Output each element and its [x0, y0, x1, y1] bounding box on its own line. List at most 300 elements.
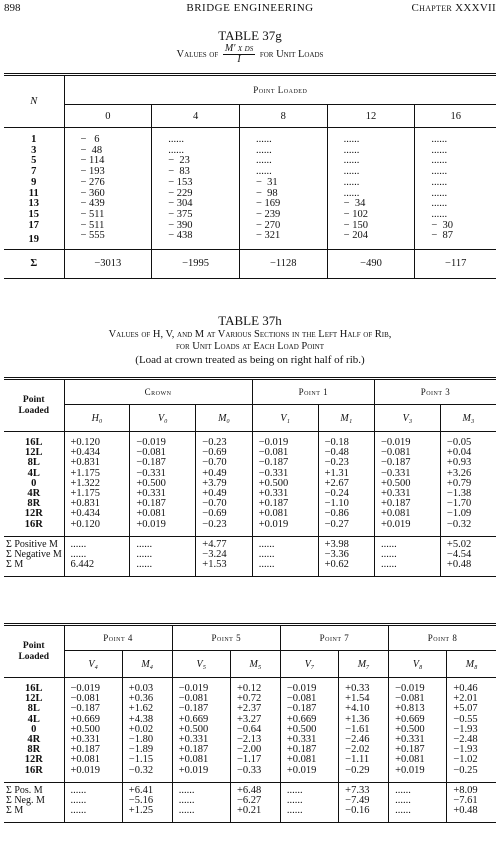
- table-cell: +4.38: [122, 715, 172, 725]
- table-cell: +0.500: [252, 479, 318, 489]
- group-header: Point 8: [389, 625, 496, 651]
- running-title: BRIDGE ENGINEERING: [186, 2, 314, 14]
- table-cell: −0.081: [252, 448, 318, 458]
- table-cell: +0.120: [64, 520, 130, 537]
- table-cell: − 83: [152, 167, 240, 178]
- row-label: 12R: [24, 508, 43, 520]
- table-cell: −0.081: [375, 448, 441, 458]
- table-cell: − 438: [152, 231, 240, 249]
- row-label: 7: [31, 166, 37, 178]
- sum-cell: ......: [64, 550, 130, 560]
- table-cell: ......: [415, 146, 496, 157]
- column-header: M₅: [230, 651, 280, 678]
- table-cell: ......: [327, 167, 415, 178]
- table-cell: +0.669: [389, 715, 447, 725]
- table-cell: − 30: [415, 221, 496, 232]
- table-cell: +1.322: [64, 479, 130, 489]
- table-cell: −0.64: [230, 725, 280, 735]
- table-cell: +0.434: [64, 448, 130, 458]
- table-cell: − 169: [239, 199, 327, 210]
- table-cell: ......: [152, 146, 240, 157]
- n-column-header: N: [4, 75, 64, 128]
- sum-cell: +6.41: [122, 782, 172, 796]
- sum-cell: ......: [172, 806, 230, 823]
- table-row: [4, 231, 496, 249]
- row-label: 12R: [24, 754, 43, 766]
- row-label: 11: [28, 187, 39, 199]
- table-row: [4, 210, 496, 221]
- sum-row: [4, 536, 496, 550]
- table-cell: − 153: [152, 178, 240, 189]
- sum-cell: ......: [375, 550, 441, 560]
- sum-cell: −7.49: [339, 796, 389, 806]
- table-cell: −0.331: [252, 469, 318, 479]
- table-cell: +0.434: [64, 509, 130, 519]
- group-header: Point 3: [375, 379, 496, 405]
- table-cell: +0.331: [64, 735, 122, 745]
- table-cell: −0.48: [318, 448, 374, 458]
- sum-cell: −1128: [239, 250, 327, 279]
- table-cell: +0.02: [122, 725, 172, 735]
- row-label: 16R: [24, 518, 43, 530]
- table-row: [4, 199, 496, 210]
- table-cell: −0.019: [280, 678, 338, 695]
- table-cell: − 276: [64, 178, 152, 189]
- table-row: [4, 146, 496, 157]
- table-cell: −2.02: [339, 745, 389, 755]
- column-header: V₁: [252, 405, 318, 432]
- fraction: [223, 44, 255, 65]
- point-column-header: 4: [152, 105, 240, 128]
- table-cell: +1.36: [339, 715, 389, 725]
- sum-cell: −3.36: [318, 550, 374, 560]
- table-g-title: TABLE 37g: [218, 28, 282, 43]
- sum-label: Σ Neg. M: [6, 795, 45, 807]
- point-loaded-header: Point Loaded: [4, 379, 64, 432]
- row-label: 0: [31, 477, 37, 489]
- table-h-part-2: [4, 623, 496, 823]
- table-cell: − 114: [64, 156, 152, 167]
- table-cell: +0.019: [130, 520, 196, 537]
- table-row: [4, 520, 496, 537]
- fraction-numerator: M′ x ds: [224, 43, 254, 55]
- table-cell: −0.05: [440, 432, 496, 449]
- table-cell: − 270: [239, 221, 327, 232]
- table-cell: ......: [415, 178, 496, 189]
- sum-cell: +4.77: [196, 536, 252, 550]
- table-cell: +0.831: [64, 499, 130, 509]
- page-number: 898: [4, 2, 21, 14]
- table-cell: −0.70: [196, 499, 252, 509]
- table-cell: −0.187: [130, 458, 196, 468]
- sum-cell: −6.27: [230, 796, 280, 806]
- table-row: [4, 766, 496, 783]
- table-row: [4, 178, 496, 189]
- fraction-denominator: I: [237, 54, 241, 66]
- column-header: M₁: [318, 405, 374, 432]
- table-cell: ......: [415, 156, 496, 167]
- column-header-row: [4, 651, 496, 678]
- table-cell: ......: [239, 128, 327, 146]
- table-cell: ......: [239, 156, 327, 167]
- table-cell: +3.79: [196, 479, 252, 489]
- table-cell: −1.38: [440, 489, 496, 499]
- chapter-label: Chapter XXXVII: [411, 2, 496, 14]
- row-label: 9: [31, 176, 37, 188]
- table-cell: −0.081: [130, 448, 196, 458]
- table-cell: ......: [415, 210, 496, 221]
- sum-cell: ......: [252, 550, 318, 560]
- table-cell: +1.31: [318, 469, 374, 479]
- table-cell: −1.09: [440, 509, 496, 519]
- sum-cell: −1995: [152, 250, 240, 279]
- sum-cell: +0.48: [440, 560, 496, 577]
- table-cell: ......: [415, 189, 496, 200]
- table-row: [4, 156, 496, 167]
- table-cell: +0.081: [64, 755, 122, 765]
- row-label: 13: [28, 198, 39, 210]
- table-cell: +0.04: [440, 448, 496, 458]
- table-cell: +0.49: [196, 469, 252, 479]
- sum-label: Σ M: [6, 559, 24, 571]
- table-cell: +0.187: [130, 499, 196, 509]
- table-cell: −2.00: [230, 745, 280, 755]
- point-loaded-header: Point Loaded: [64, 75, 496, 105]
- table-cell: +0.669: [172, 715, 230, 725]
- sum-cell: ......: [130, 536, 196, 550]
- table-cell: −0.86: [318, 509, 374, 519]
- sum-cell: ......: [130, 560, 196, 577]
- table-g-subtitle-left: Values of: [176, 49, 219, 60]
- sum-cell: ......: [280, 796, 338, 806]
- table-cell: −0.081: [172, 694, 230, 704]
- table-cell: −2.46: [339, 735, 389, 745]
- sum-row: [4, 806, 496, 823]
- table-cell: −0.019: [64, 678, 122, 695]
- table-cell: −0.081: [280, 694, 338, 704]
- column-header: V₇: [280, 651, 338, 678]
- sum-cell: +0.21: [230, 806, 280, 823]
- table-cell: −2.48: [447, 735, 496, 745]
- row-label: 8L: [27, 703, 40, 715]
- table-cell: +0.187: [252, 499, 318, 509]
- table-cell: −0.27: [318, 520, 374, 537]
- column-header: V₅: [172, 651, 230, 678]
- table-cell: − 304: [152, 199, 240, 210]
- table-cell: +0.500: [130, 479, 196, 489]
- table-cell: +0.019: [280, 766, 338, 783]
- sum-label: Σ Negative M: [6, 549, 62, 561]
- sum-label: Σ: [4, 250, 64, 279]
- group-header: Point 5: [172, 625, 280, 651]
- table-cell: − 511: [64, 210, 152, 221]
- table-h-subtitle-1: Values of H, V, and M at Various Sections in the Left Half of Rib,: [108, 329, 392, 340]
- column-header: H₀: [64, 405, 130, 432]
- group-header: Point 7: [280, 625, 388, 651]
- table-cell: −0.019: [375, 432, 441, 449]
- table-cell: −0.32: [440, 520, 496, 537]
- table-cell: −0.69: [196, 448, 252, 458]
- row-label: 4R: [27, 488, 41, 500]
- table-cell: − 98: [239, 189, 327, 200]
- sum-cell: +3.98: [318, 536, 374, 550]
- table-cell: +3.26: [440, 469, 496, 479]
- table-cell: − 390: [152, 221, 240, 232]
- table-cell: −0.081: [64, 694, 122, 704]
- sum-cell: +1.25: [122, 806, 172, 823]
- table-cell: − 375: [152, 210, 240, 221]
- table-cell: −0.25: [447, 766, 496, 783]
- table-cell: ......: [239, 167, 327, 178]
- table-cell: −0.55: [447, 715, 496, 725]
- column-header-row: [4, 405, 496, 432]
- table-cell: +2.37: [230, 704, 280, 714]
- table-cell: −1.93: [447, 745, 496, 755]
- table-cell: ......: [327, 128, 415, 146]
- sum-cell: ......: [280, 806, 338, 823]
- sum-cell: +0.48: [447, 806, 496, 823]
- group-header: Point 1: [252, 379, 374, 405]
- table-h-subtitle-3: (Load at crown treated as being on right half of rib.): [135, 354, 365, 366]
- row-label: 16R: [24, 764, 43, 776]
- sum-row: [4, 560, 496, 577]
- table-cell: +0.36: [122, 694, 172, 704]
- table-row: [4, 128, 496, 146]
- table-cell: −1.11: [339, 755, 389, 765]
- table-row: [4, 189, 496, 200]
- table-row: [4, 678, 496, 695]
- table-cell: +0.331: [252, 489, 318, 499]
- table-cell: +0.500: [389, 725, 447, 735]
- table-cell: − 87: [415, 231, 496, 249]
- row-label: 17: [28, 219, 39, 231]
- table-cell: +0.500: [375, 479, 441, 489]
- table-cell: +0.831: [64, 458, 130, 468]
- table-cell: −0.23: [196, 520, 252, 537]
- table-cell: −0.23: [318, 458, 374, 468]
- table-cell: − 102: [327, 210, 415, 221]
- sum-cell: −0.16: [339, 806, 389, 823]
- row-label: 12L: [24, 693, 43, 705]
- sum-cell: −117: [415, 250, 496, 279]
- sum-cell: ......: [375, 560, 441, 577]
- table-cell: ......: [152, 128, 240, 146]
- table-g-subtitle-right: for Unit Loads: [259, 49, 324, 60]
- table-cell: +0.93: [440, 458, 496, 468]
- table-cell: ......: [327, 156, 415, 167]
- row-label: 16L: [24, 437, 43, 448]
- table-cell: +0.081: [130, 509, 196, 519]
- table-cell: +0.331: [375, 489, 441, 499]
- sum-label: Σ Positive M: [4, 536, 64, 550]
- table-cell: −1.15: [122, 755, 172, 765]
- row-label: 0: [31, 723, 37, 735]
- table-cell: − 439: [64, 199, 152, 210]
- table-cell: −0.081: [389, 694, 447, 704]
- sum-row: [4, 250, 496, 279]
- table-h-part-1: [4, 377, 496, 577]
- table-cell: +0.331: [280, 735, 338, 745]
- table-cell: +0.081: [280, 755, 338, 765]
- row-label: 8L: [27, 457, 40, 469]
- sum-cell: ......: [389, 806, 447, 823]
- table-cell: +0.019: [389, 766, 447, 783]
- sum-cell: −5.16: [122, 796, 172, 806]
- row-label: 8R: [27, 744, 41, 756]
- table-cell: −1.10: [318, 499, 374, 509]
- table-cell: +0.12: [230, 678, 280, 695]
- sum-cell: ......: [172, 782, 230, 796]
- table-cell: −0.019: [130, 432, 196, 449]
- table-cell: +0.019: [172, 766, 230, 783]
- table-cell: +0.79: [440, 479, 496, 489]
- table-cell: −0.187: [252, 458, 318, 468]
- sum-cell: ......: [389, 796, 447, 806]
- table-cell: +1.62: [122, 704, 172, 714]
- sum-cell: ......: [64, 782, 122, 796]
- table-cell: − 360: [64, 189, 152, 200]
- table-cell: +0.669: [64, 715, 122, 725]
- table-cell: +0.019: [64, 766, 122, 783]
- sum-row: [4, 782, 496, 796]
- table-cell: −1.93: [447, 725, 496, 735]
- table-cell: +0.331: [389, 735, 447, 745]
- table-cell: +0.49: [196, 489, 252, 499]
- table-cell: − 31: [239, 178, 327, 189]
- table-row: [4, 221, 496, 232]
- row-label: 12L: [24, 447, 43, 459]
- table-cell: +0.72: [230, 694, 280, 704]
- table-cell: −0.331: [130, 469, 196, 479]
- table-cell: ......: [415, 128, 496, 146]
- table-cell: − 511: [64, 221, 152, 232]
- table-cell: − 193: [64, 167, 152, 178]
- column-header: M₈: [447, 651, 496, 678]
- table-cell: +0.46: [447, 678, 496, 695]
- row-label: 8R: [27, 498, 41, 510]
- table-cell: − 6: [64, 128, 152, 146]
- table-cell: ......: [415, 167, 496, 178]
- row-label: 1: [31, 134, 37, 145]
- table-cell: −0.18: [318, 432, 374, 449]
- column-header: V₃: [375, 405, 441, 432]
- sum-label: Σ M: [6, 805, 24, 817]
- table-cell: −0.019: [389, 678, 447, 695]
- column-header: M₃: [440, 405, 496, 432]
- sum-cell: ......: [389, 782, 447, 796]
- table-cell: +0.187: [375, 499, 441, 509]
- table-cell: − 48: [64, 146, 152, 157]
- table-cell: −1.61: [339, 725, 389, 735]
- group-header-row: [4, 379, 496, 405]
- sum-cell: ......: [64, 796, 122, 806]
- sum-cell: ......: [252, 560, 318, 577]
- row-label: 15: [28, 208, 39, 220]
- table-cell: −1.89: [122, 745, 172, 755]
- sum-cell: +7.33: [339, 782, 389, 796]
- table-cell: −1.02: [447, 755, 496, 765]
- sum-cell: ......: [375, 536, 441, 550]
- table-cell: − 239: [239, 210, 327, 221]
- row-label: 4R: [27, 734, 41, 746]
- table-cell: −1.17: [230, 755, 280, 765]
- group-header: Point 4: [64, 625, 172, 651]
- sum-label: Σ Pos. M: [4, 782, 64, 796]
- table-cell: +0.187: [172, 745, 230, 755]
- table-cell: +0.120: [64, 432, 130, 449]
- table-cell: − 204: [327, 231, 415, 249]
- point-column-header: 8: [239, 105, 327, 128]
- table-cell: +0.500: [172, 725, 230, 735]
- table-cell: +0.813: [389, 704, 447, 714]
- sum-cell: ......: [280, 782, 338, 796]
- table-cell: − 555: [64, 231, 152, 249]
- table-cell: −0.019: [252, 432, 318, 449]
- table-cell: ......: [327, 178, 415, 189]
- table-cell: +0.33: [339, 678, 389, 695]
- table-cell: −0.331: [375, 469, 441, 479]
- table-cell: +0.081: [172, 755, 230, 765]
- table-cell: ......: [239, 146, 327, 157]
- table-cell: −1.70: [440, 499, 496, 509]
- table-g: [4, 73, 496, 279]
- table-cell: ......: [327, 146, 415, 157]
- table-cell: −0.019: [172, 678, 230, 695]
- table-cell: ......: [415, 199, 496, 210]
- sum-cell: ......: [130, 550, 196, 560]
- row-label: 4L: [27, 713, 40, 725]
- sum-cell: ......: [64, 536, 130, 550]
- table-cell: −0.69: [196, 509, 252, 519]
- table-cell: +0.500: [280, 725, 338, 735]
- column-header: M₄: [122, 651, 172, 678]
- table-h-subtitle-2: for Unit Loads at Each Load Point: [176, 341, 324, 352]
- table-cell: +3.27: [230, 715, 280, 725]
- table-cell: −0.187: [375, 458, 441, 468]
- sum-cell: +6.48: [230, 782, 280, 796]
- table-cell: +0.081: [252, 509, 318, 519]
- table-cell: +2.67: [318, 479, 374, 489]
- sum-cell: ......: [172, 796, 230, 806]
- table-h-title: TABLE 37h: [218, 313, 282, 328]
- table-cell: +4.10: [339, 704, 389, 714]
- table-cell: −0.32: [122, 766, 172, 783]
- table-cell: +0.669: [280, 715, 338, 725]
- table-cell: −0.23: [196, 432, 252, 449]
- sum-cell: +0.62: [318, 560, 374, 577]
- table-cell: −0.24: [318, 489, 374, 499]
- sum-cell: ......: [64, 806, 122, 823]
- row-label: 3: [31, 144, 37, 156]
- table-cell: +0.331: [172, 735, 230, 745]
- table-row: [4, 432, 496, 449]
- point-column-header: 0: [64, 105, 152, 128]
- table-cell: −0.187: [64, 704, 122, 714]
- table-row: [4, 167, 496, 178]
- row-label: 5: [31, 155, 37, 167]
- table-cell: −0.187: [280, 704, 338, 714]
- table-cell: +0.187: [389, 745, 447, 755]
- table-cell: − 23: [152, 156, 240, 167]
- point-column-header: 12: [327, 105, 415, 128]
- table-cell: − 150: [327, 221, 415, 232]
- table-cell: −0.70: [196, 458, 252, 468]
- table-cell: − 34: [327, 199, 415, 210]
- sum-cell: +5.02: [440, 536, 496, 550]
- column-header: V₈: [389, 651, 447, 678]
- column-header: M₀: [196, 405, 252, 432]
- table-cell: +0.03: [122, 678, 172, 695]
